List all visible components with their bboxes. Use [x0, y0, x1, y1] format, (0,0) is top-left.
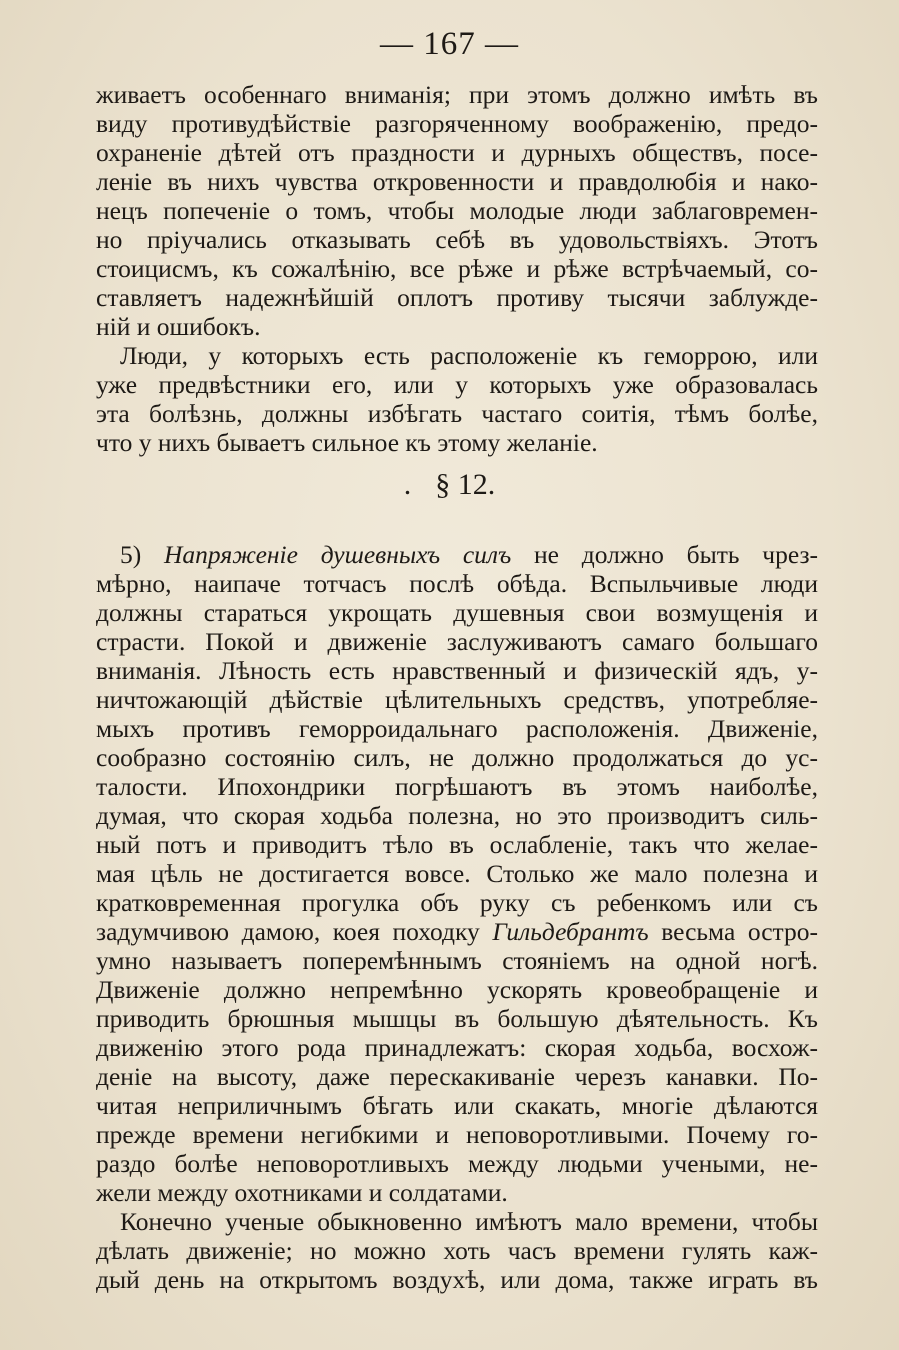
text-fragment: задумчивою дамою, коея походку — [96, 917, 480, 946]
text-line: Люди, у которыхъ есть расположеніе къ геморрою, или — [120, 341, 818, 370]
text-fragment: весьма остро- — [661, 917, 818, 946]
text-line: ній и ошибокъ. — [96, 312, 261, 341]
text-fragment: не должно быть чрез- — [534, 540, 819, 569]
text-line: деніе на высоту, даже перескакиваніе черезъ канавки. По- — [96, 1062, 818, 1091]
text-line: мыхъ противъ геморроидальнаго расположенія. Движеніе, — [96, 714, 818, 743]
text-line: прежде времени негибкими и неповоротливыми. Почему го- — [96, 1120, 818, 1149]
text-line: кратковременная прогулка объ руку съ ребенкомъ или съ — [96, 888, 818, 917]
text-line: сообразно состоянію силъ, не должно продолжаться до ус- — [96, 743, 818, 772]
text-line: мѣрно, наипаче тотчасъ послѣ обѣда. Вспыльчивые люди — [96, 569, 818, 598]
text-line: Конечно ученые обыкновенно имѣютъ мало времени, чтобы — [120, 1207, 818, 1236]
italic-term: Напряженіе душевныхъ силъ — [164, 540, 512, 569]
section-heading — [0, 468, 899, 502]
text-line: Движеніе должно непремѣнно ускорять кровеобращеніе и — [96, 975, 818, 1004]
text-line-first — [120, 540, 818, 570]
text-line: дѣлать движеніе; но можно хоть часъ времени гулять каж- — [96, 1236, 818, 1265]
text-line: раздо болѣе неповоротливыхъ между людьми учеными, не- — [96, 1149, 818, 1178]
text-line: нецъ попеченіе о томъ, чтобы молодые люди заблаговремен- — [96, 196, 818, 225]
text-line: виду противудѣйствіе разгоряченному воображенію, предо- — [96, 109, 818, 138]
text-line: дый день на открытомъ воздухѣ, или дома, также играть въ — [96, 1265, 818, 1294]
section-marker: . — [403, 468, 412, 501]
text-line: что у нихъ бываетъ сильное къ этому желаніе. — [96, 428, 598, 457]
text-line: живаетъ особеннаго вниманія; при этомъ должно имѣть въ — [96, 80, 818, 109]
text-line: страсти. Покой и движеніе заслуживаютъ самаго большаго — [96, 627, 818, 656]
text-line: должны стараться укрощать душевныя свои возмущенія и — [96, 598, 818, 627]
text-line: движенію этого рода принадлежатъ: скорая ходьба, восхож- — [96, 1033, 818, 1062]
text-line: охраненіе дѣтей отъ праздности и дурныхъ обществъ, посе- — [96, 138, 818, 167]
text-line: уже предвѣстники его, или у которыхъ уже образовалась — [96, 370, 818, 399]
section-title: § 12. — [435, 468, 496, 501]
text-line: думая, что скорая ходьба полезна, но это производитъ силь- — [96, 801, 818, 830]
page-number: — 167 — — [380, 26, 519, 62]
text-line: мая цѣль не достигается вовсе. Столько же мало полезна и — [96, 859, 818, 888]
italic-name: Гильдебрантъ — [492, 917, 649, 946]
text-line: эта болѣзнь, должны избѣгать частаго соитія, тѣмъ болѣе, — [96, 399, 818, 428]
text-line: приводить брюшныя мышцы въ большую дѣятельность. Къ — [96, 1004, 818, 1033]
text-line-mixed — [96, 917, 818, 947]
text-line: вниманія. Лѣность есть нравственный и физическій ядъ, у- — [96, 656, 818, 685]
text-line: ставляетъ надежнѣйшій оплотъ противу тысячи заблужде- — [96, 283, 818, 312]
item-number: 5) — [120, 540, 142, 569]
text-line: жели между охотниками и солдатами. — [96, 1178, 508, 1207]
text-line: ничтожающій дѣйствіе цѣлительныхъ средствъ, употребляе- — [96, 685, 818, 714]
text-line: ный потъ и приводитъ тѣло въ ослабленіе, такъ что желае- — [96, 830, 818, 859]
text-line: но пріучались отказывать себѣ въ удовольствіяхъ. Этотъ — [96, 225, 818, 254]
text-line: умно называетъ поперемѣннымъ стояніемъ на одной ногѣ. — [96, 946, 818, 975]
text-line: леніе въ нихъ чувства откровенности и правдолюбія и нако- — [96, 167, 818, 196]
text-line: стоицисмъ, къ сожалѣнію, все рѣже и рѣже встрѣчаемый, со- — [96, 254, 818, 283]
text-line: читая неприличнымъ бѣгать или скакать, многіе дѣлаются — [96, 1091, 818, 1120]
text-line: талости. Ипохондрики погрѣшаютъ въ этомъ наиболѣе, — [96, 772, 818, 801]
